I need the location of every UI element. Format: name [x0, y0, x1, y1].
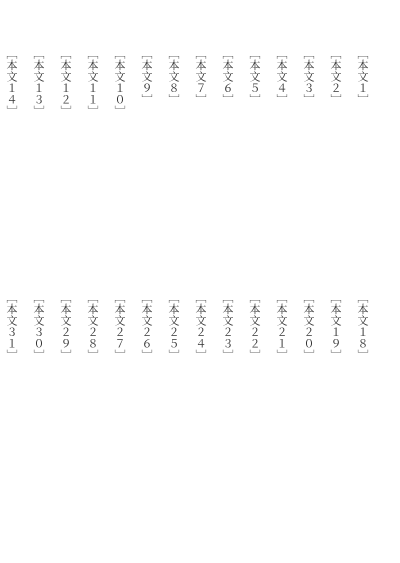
text-line: ［本文９］ [140, 48, 153, 106]
text-line: ［本文２２］ [248, 292, 261, 361]
text-line: ［本文１９］ [329, 292, 342, 361]
text-line: ［本文１２］ [59, 48, 72, 117]
text-line: ［本文５］ [248, 48, 261, 106]
text-line: ［本文２９］ [59, 292, 72, 361]
text-line: ［本文２］ [329, 48, 342, 106]
text-line: ［本文１１］ [86, 48, 99, 117]
text-line: ［本文３０］ [32, 292, 45, 361]
text-line: ［本文１０］ [113, 48, 126, 117]
lower-text-block [5, 292, 372, 527]
text-line: ［本文７］ [194, 48, 207, 106]
text-line: ［本文３］ [302, 48, 315, 106]
text-line: ［本文１］ [356, 48, 369, 106]
text-line: ［本文１８］ [356, 292, 369, 361]
text-line: ［本文１４］ [5, 48, 18, 117]
text-line: ［本文２８］ [86, 292, 99, 361]
text-line: ［本文３１］ [5, 292, 18, 361]
text-line: ［本文２０］ [302, 292, 315, 361]
text-line: ［本文２４］ [194, 292, 207, 361]
text-line: ［本文２７］ [113, 292, 126, 361]
text-line: ［本文２３］ [221, 292, 234, 361]
text-line: ［本文４］ [275, 48, 288, 106]
text-line: ［本文６］ [221, 48, 234, 106]
text-line: ［本文１３］ [32, 48, 45, 117]
upper-text-block [5, 48, 372, 283]
text-line: ［本文２５］ [167, 292, 180, 361]
text-line: ［本文２６］ [140, 292, 153, 361]
text-line: ［本文８］ [167, 48, 180, 106]
text-line: ［本文２１］ [275, 292, 288, 361]
